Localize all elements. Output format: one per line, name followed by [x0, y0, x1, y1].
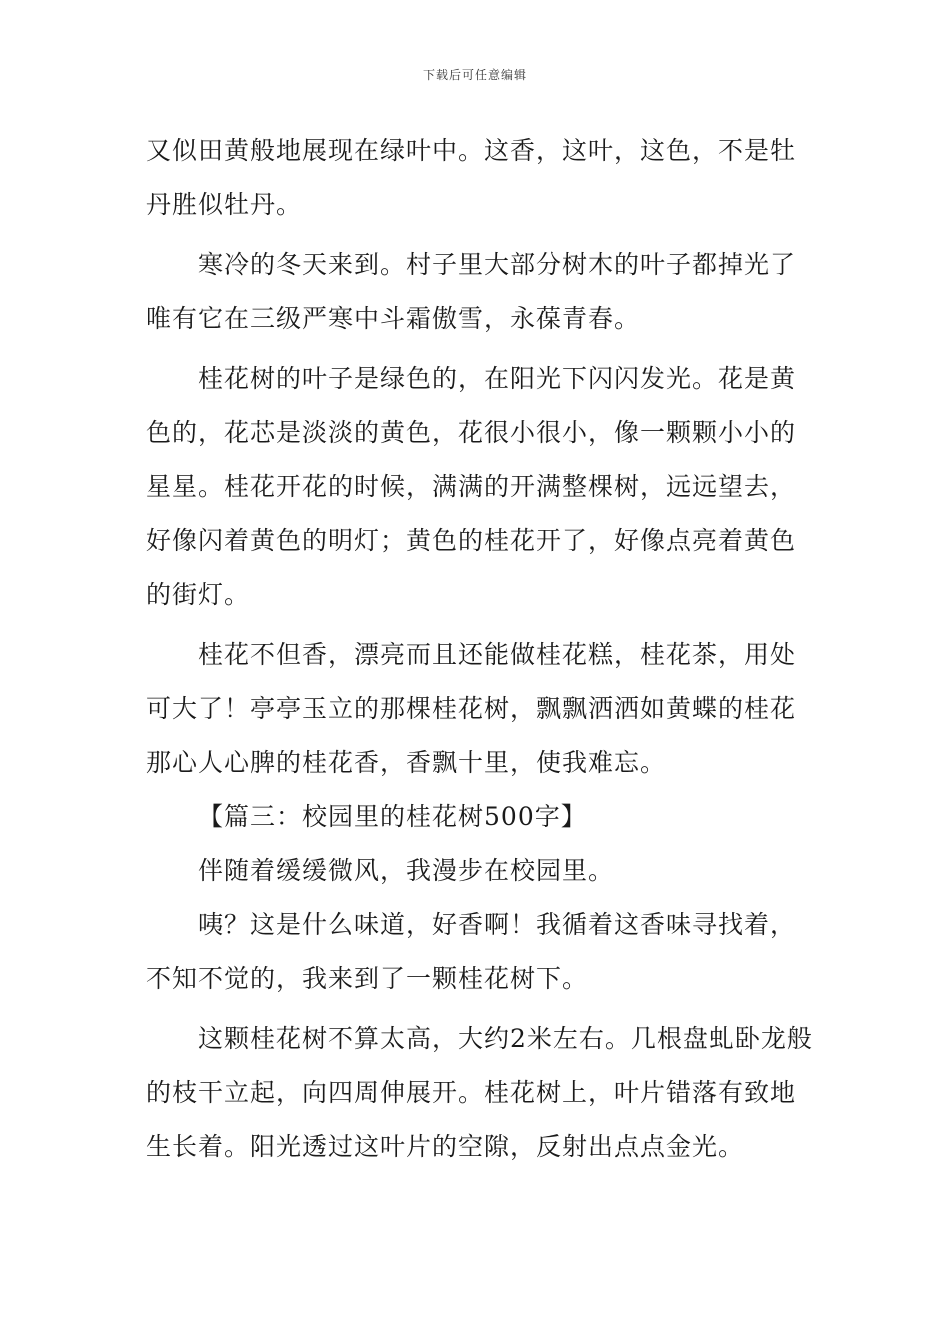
page-header: 下载后可任意编辑: [422, 68, 527, 82]
text-line: 桂花树的叶子是绿色的，在阳光下闪闪发光。花是黄: [198, 364, 797, 393]
text-line: 寒冷的冬天来到。村子里大部分树木的叶子都掉光了: [198, 250, 797, 279]
text-line: 色的，花芯是淡淡的黄色，花很小很小，像一颗颗小小的: [146, 418, 797, 447]
text-line: 那心人心脾的桂花香，香飘十里，使我难忘。: [146, 748, 667, 777]
text-line: 这颗桂花树不算太高，大约2米左右。几根盘虬卧龙般: [198, 1024, 813, 1053]
text-line: 的街灯。: [146, 580, 251, 609]
text-line: 生长着。阳光透过这叶片的空隙，反射出点点金光。: [146, 1132, 745, 1161]
text-line: 可大了！亭亭玉立的那棵桂花树，飘飘洒洒如黄蝶的桂花: [146, 694, 797, 723]
section-heading: 【篇三：校园里的桂花树500字】: [198, 802, 587, 831]
text-line: 的枝干立起，向四周伸展开。桂花树上，叶片错落有致地: [146, 1078, 797, 1107]
text-line: 咦？这是什么味道，好香啊！我循着这香味寻找着，: [198, 910, 797, 939]
text-line: 星星。桂花开花的时候，满满的开满整棵树，远远望去，: [146, 472, 797, 501]
document-body: [146, 124, 813, 1174]
text-line: 好像闪着黄色的明灯；黄色的桂花开了，好像点亮着黄色: [146, 526, 797, 555]
text-line: 丹胜似牡丹。: [146, 190, 303, 219]
text-line: 唯有它在三级严寒中斗霜傲雪，永葆青春。: [146, 304, 641, 333]
text-line: 桂花不但香，漂亮而且还能做桂花糕，桂花茶，用处: [198, 640, 797, 669]
text-line: 伴随着缓缓微风，我漫步在校园里。: [198, 856, 615, 885]
text-line: 又似田黄般地展现在绿叶中。这香，这叶，这色，不是牡: [146, 136, 797, 165]
text-line: 不知不觉的，我来到了一颗桂花树下。: [146, 964, 589, 993]
